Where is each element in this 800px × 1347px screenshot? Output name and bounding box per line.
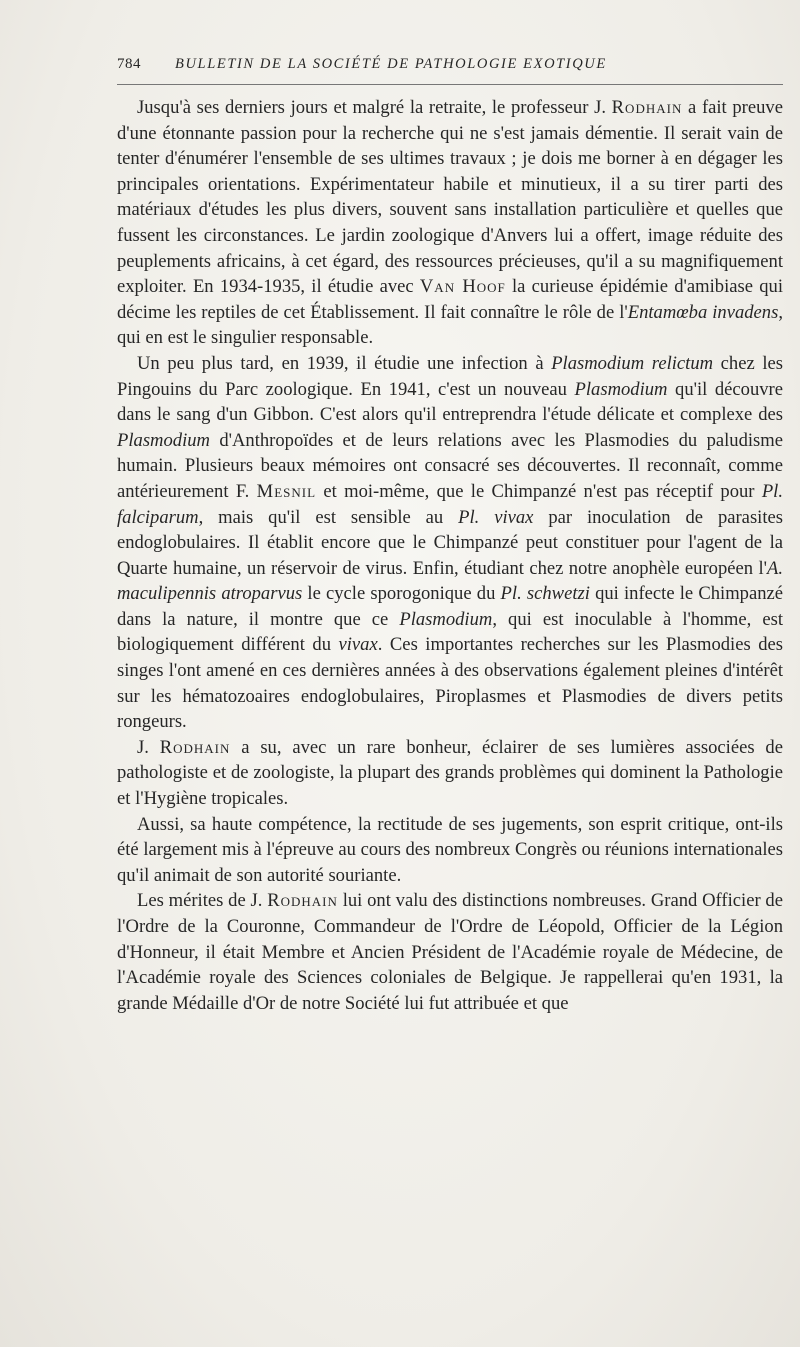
- text-run: a fait preuve d'une étonnante passion pour la recherche qui ne s'est jamais démentie. Il serait vain de tenter d'énumérer l'ensemble de ses ultimes travaux ; je dois me borner à en dégager les principales orientations. Expérimentateur habile et minutieux, il a su tirer parti des matériaux d'études les plus divers, souvent sans installation particulière et quelles que fussent les circonstances. Le jardin zoologique d'Anvers lui a offert, image réduite des peuplements africains, à cet égard, des ressources précieuses, qu'il a su magnifiquement exploiter. En 1934-1935, il étudie avec: [117, 97, 783, 298]
- paragraph: [117, 888, 783, 1016]
- article-body: [117, 95, 783, 1016]
- italic-term: Entamœba invadens: [627, 301, 779, 323]
- paragraph: [117, 95, 783, 351]
- header-rule: [117, 84, 783, 85]
- text-run: a su, avec un rare bonheur, éclairer de ses lumières associées de pathologiste et de zoologiste, la plupart des grands problèmes qui dominent la Pathologie et l'Hygiène tropicales.: [117, 736, 783, 810]
- text-run: J.: [137, 736, 160, 758]
- text-run: Un peu plus tard, en 1939, il étudie une infection à: [137, 352, 552, 374]
- italic-term: vivax: [338, 634, 378, 656]
- paragraph: [117, 812, 783, 889]
- text-run: par inoculation de parasites endoglobulaires. Il établit encore que le Chimpanzé peut constituer pour l'agent de la Quarte humaine, un réservoir de virus. Enfin, étudiant chez notre anophèle européen l': [117, 506, 783, 579]
- italic-term: Pl. falciparum: [117, 480, 783, 528]
- running-title: BULLETIN DE LA SOCIÉTÉ DE PATHOLOGIE EXOTIQUE: [175, 56, 607, 72]
- paragraph: [117, 735, 783, 812]
- page-header: [117, 56, 783, 80]
- text-run: lui ont valu des distinctions nombreuses. Grand Officier de l'Ordre de la Couronne, Commandeur de l'Ordre de Léopold, Officier de la Légion d'Honneur, il était Membre et Ancien Président de l'Académie royale de Médecine, de l'Académie royale des Sciences coloniales de Belgique. Je rappellerai qu'en 1931, la grande Médaille d'Or de notre Société lui fut attribuée et que: [117, 890, 783, 1014]
- italic-term: Pl. vivax: [458, 506, 534, 528]
- text-run: et moi-même, que le Chimpanzé n'est pas réceptif pour: [316, 480, 762, 502]
- text-run: qui infecte le Chimpanzé dans la nature, il montre que ce: [117, 583, 784, 630]
- text-run: . Ces importantes recherches sur les Plasmodies des singes l'ont amené en ces dernières années à des observations également pleines d'intérêt sur les hématozoaires endoglobulaires, Piroplasmes et Plasmodies de divers petits rongeurs.: [117, 634, 783, 733]
- author-name: Rodhain: [159, 736, 231, 758]
- text-run: Aussi, sa haute compétence, la rectitude de ses jugements, son esprit critique, ont-ils été largement mis à l'épreuve au cours des nombreux Congrès ou réunions internationales qu'il animait de son autorité souriante.: [117, 813, 783, 886]
- text-run: chez les Pingouins du Parc zoologique. En 1941, c'est un nouveau: [117, 352, 783, 400]
- author-name: Van Hoof: [419, 276, 506, 298]
- italic-term: Plasmodium: [574, 378, 668, 400]
- text-run: Jusqu'à ses derniers jours et malgré la retraite, le professeur J.: [137, 97, 612, 118]
- text-run: le cycle sporogonique du: [302, 583, 501, 605]
- text-run: la curieuse épidémie d'amibiase qui décime les reptiles de cet Établissement. Il fait connaître le rôle de l': [117, 276, 783, 323]
- author-name: Mesnil: [256, 480, 317, 502]
- italic-term: Plasmodium: [117, 429, 210, 451]
- text-run: d'Anthropoïdes et de leurs relations avec les Plasmodies du paludisme humain. Plusieurs beaux mémoires ont consacré ses découvertes. Il reconnaît, comme antérieurement F.: [117, 429, 783, 502]
- text-run: , qui en est le singulier responsable.: [117, 301, 783, 349]
- italic-term: Plasmodium: [399, 608, 493, 630]
- italic-term: A. maculipennis atroparvus: [117, 557, 783, 605]
- text-run: , qui est inoculable à l'homme, est biologiquement différent du: [117, 608, 783, 656]
- author-name: Rodhain: [611, 97, 683, 118]
- text-run: , mais qu'il est sensible au: [198, 506, 459, 528]
- italic-term: Plasmodium relictum: [551, 352, 714, 374]
- page-number: 784: [117, 56, 141, 72]
- italic-term: Pl. schwetzi: [500, 583, 590, 605]
- text-run: Les mérites de J.: [137, 890, 268, 912]
- text-run: qu'il découvre dans le sang d'un Gibbon. C'est alors qu'il entreprendra l'étude délicate et complexe des: [117, 378, 783, 426]
- author-name: Rodhain: [267, 890, 338, 912]
- paragraph: [117, 351, 783, 735]
